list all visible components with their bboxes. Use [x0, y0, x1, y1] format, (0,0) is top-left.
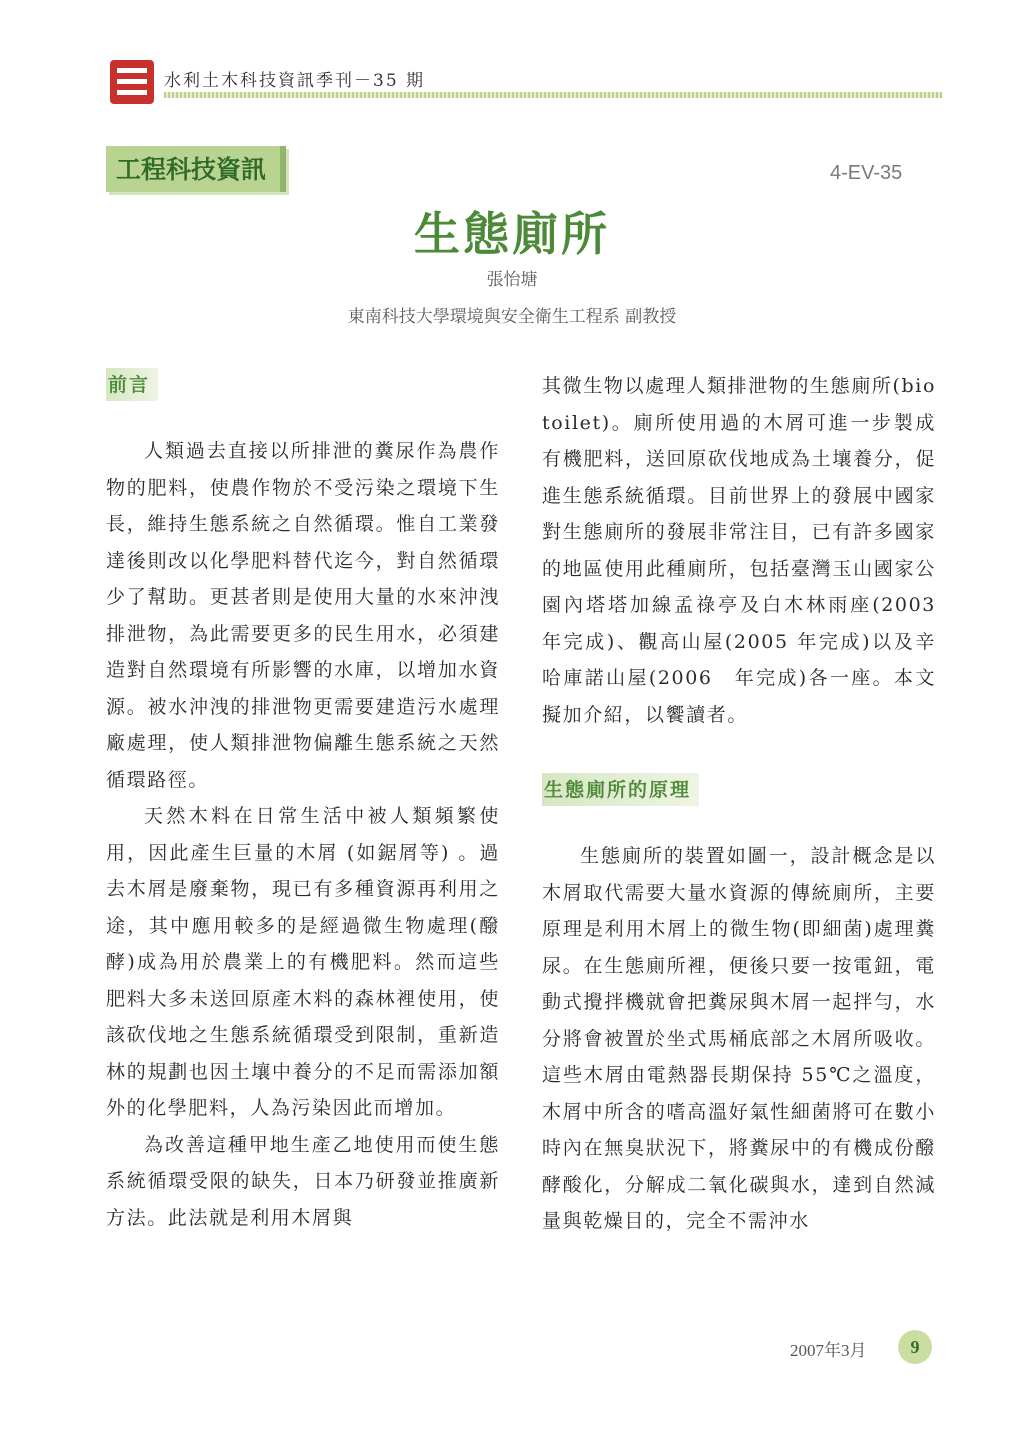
article-title: 生態廁所 [414, 207, 610, 261]
intro-paragraph-1: 人類過去直接以所排泄的糞尿作為農作物的肥料，使農作物於不受污染之環境下生長，維持生態系統之自然循環。惟自工業發達後則改以化學肥料替代迄今，對自然循環少了幫助。更甚者則是使用大量的水來沖洩排泄物，為此需要更多的民生用水，必須建造對自然環境有所影響的水庫，以增加水資源。被水沖洩的排泄物更需要建造污水處理廠處理，使人類排泄物偏離生態系統之天然循環路徑。 [106, 440, 500, 791]
principle-paragraph-1: 生態廁所的裝置如圖一，設計概念是以木屑取代需要大量水資源的傳統廁所，主要原理是利用木屑上的微生物(即細菌)處理糞尿。在生態廁所裡，便後只要一按電鈕，電動式攪拌機就會把糞尿與木屑一起拌勻，水分將會被置於坐式馬桶底部之木屑所吸收。這些木屑由電熱器長期保持 55℃之溫度，木屑中所含的嗜高溫好氣性細菌將可在數小時內在無臭狀況下，將糞尿中的有機成份醱酵酸化，分解成二氧化碳與水，達到自然減量與乾燥目的，完全不需沖水 [542, 845, 936, 1232]
section-heading-intro: 前言 [106, 368, 158, 401]
footer-date: 2007年3月 [790, 1341, 867, 1360]
category-tag: 工程科技資訊 [106, 146, 286, 192]
intro-paragraph-3: 為改善這種甲地生產乙地使用而使生態系統循環受限的缺失，日本乃研發並推廣新方法。此法就是利用木屑與 [106, 1133, 500, 1229]
author-affiliation: 東南科技大學環境與安全衛生工程系 副教授 [347, 307, 677, 327]
left-column [106, 368, 500, 1236]
header-divider [164, 92, 942, 98]
page-number: 9 [898, 1330, 932, 1364]
page-header [110, 60, 942, 104]
author-name: 張怡塘 [486, 270, 538, 290]
intro-paragraph-3-continued: 其微生物以處理人類排泄物的生態廁所(bio toilet)。廁所使用過的木屑可進一步製成有機肥料，送回原砍伐地成為土壤養分，促進生態系統循環。目前世界上的發展中國家對生態廁所的發展非常注目，已有許多國家的地區使用此種廁所，包括臺灣玉山國家公園內塔塔加線孟祿亭及白木林雨座(2003 年完成)、觀高山屋(2005 年完成)以及辛哈庫諾山屋(2006 年完成)各一座。本文擬加介紹，以饗讀者。 [542, 375, 936, 726]
article-code: 4-EV-35 [830, 162, 903, 184]
right-column [542, 368, 936, 1240]
section-heading-principle: 生態廁所的原理 [542, 773, 699, 806]
journal-s-logo-icon [110, 60, 154, 104]
intro-paragraph-2: 天然木料在日常生活中被人類頻繁使用，因此產生巨量的木屑 (如鋸屑等) 。過去木屑是廢棄物，現已有多種資源再利用之途，其中應用較多的是經過微生物處理(醱酵)成為用於農業上的有機肥料。然而這些肥料大多未送回原產木料的森林裡使用，使該砍伐地之生態系統循環受到限制，重新造林的規劃也因土壤中養分的不足而需添加額外的化學肥料，人為污染因此而增加。 [106, 805, 500, 1119]
journal-title: 水利土木科技資訊季刊－35 期 [164, 71, 426, 91]
